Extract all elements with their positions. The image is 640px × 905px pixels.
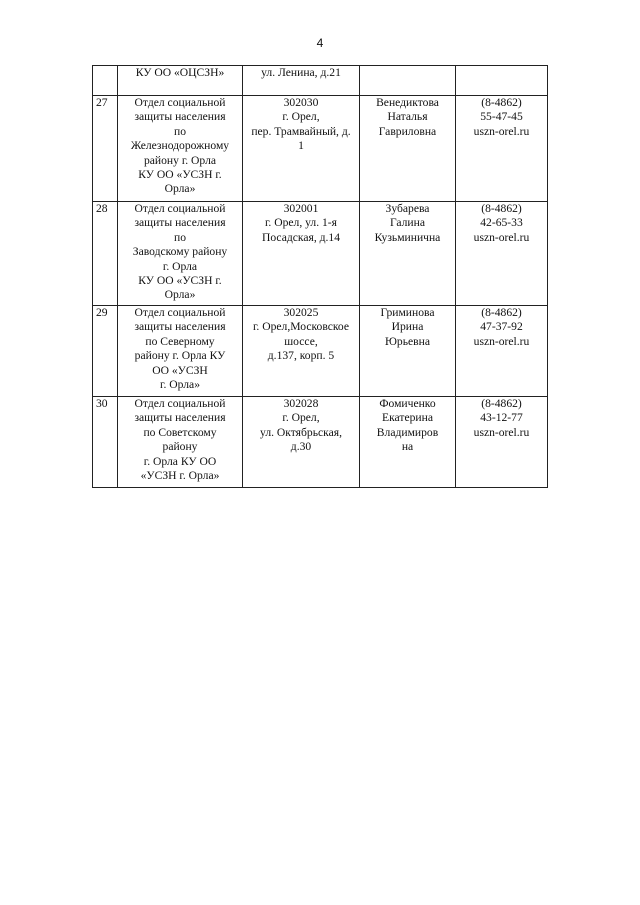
table-row	[93, 202, 548, 306]
head-name-cell: Фомиченко Екатерина Владимиров на	[360, 397, 456, 488]
organization-cell: КУ ОО «ОЦСЗН»	[118, 66, 243, 96]
table-row	[93, 96, 548, 202]
table-row	[93, 66, 548, 96]
organization-cell: Отдел социальной защиты населения по Советскому району г. Орла КУ ОО «УСЗН г. Орла»	[118, 397, 243, 488]
row-number-cell	[93, 66, 118, 96]
departments-table	[92, 65, 548, 488]
row-number-cell: 29	[93, 306, 118, 397]
table-row	[93, 306, 548, 397]
contacts-cell: (8-4862) 47-37-92 uszn-orel.ru	[456, 306, 548, 397]
row-number-cell: 28	[93, 202, 118, 306]
organization-cell: Отдел социальной защиты населения по Железнодорожному району г. Орла КУ ОО «УСЗН г. Орла»	[118, 96, 243, 202]
head-name-cell: Венедиктова Наталья Гавриловна	[360, 96, 456, 202]
contacts-cell: (8-4862) 55-47-45 uszn-orel.ru	[456, 96, 548, 202]
table-row	[93, 397, 548, 488]
contacts-cell	[456, 66, 548, 96]
address-cell: 302025 г. Орел,Московское шоссе, д.137, корп. 5	[243, 306, 360, 397]
row-number-cell: 30	[93, 397, 118, 488]
address-cell: ул. Ленина, д.21	[243, 66, 360, 96]
head-name-cell: Зубарева Галина Кузьминична	[360, 202, 456, 306]
contacts-cell: (8-4862) 42-65-33 uszn-orel.ru	[456, 202, 548, 306]
head-name-cell	[360, 66, 456, 96]
address-cell: 302030 г. Орел, пер. Трамвайный, д. 1	[243, 96, 360, 202]
address-cell: 302001 г. Орел, ул. 1-я Посадская, д.14	[243, 202, 360, 306]
head-name-cell: Гриминова Ирина Юрьевна	[360, 306, 456, 397]
row-number-cell: 27	[93, 96, 118, 202]
page-number: 4	[316, 36, 324, 50]
address-cell: 302028 г. Орел, ул. Октябрьская, д.30	[243, 397, 360, 488]
contacts-cell: (8-4862) 43-12-77 uszn-orel.ru	[456, 397, 548, 488]
organization-cell: Отдел социальной защиты населения по Заводскому району г. Орла КУ ОО «УСЗН г. Орла»	[118, 202, 243, 306]
organization-cell: Отдел социальной защиты населения по Северному району г. Орла КУ ОО «УСЗН г. Орла»	[118, 306, 243, 397]
